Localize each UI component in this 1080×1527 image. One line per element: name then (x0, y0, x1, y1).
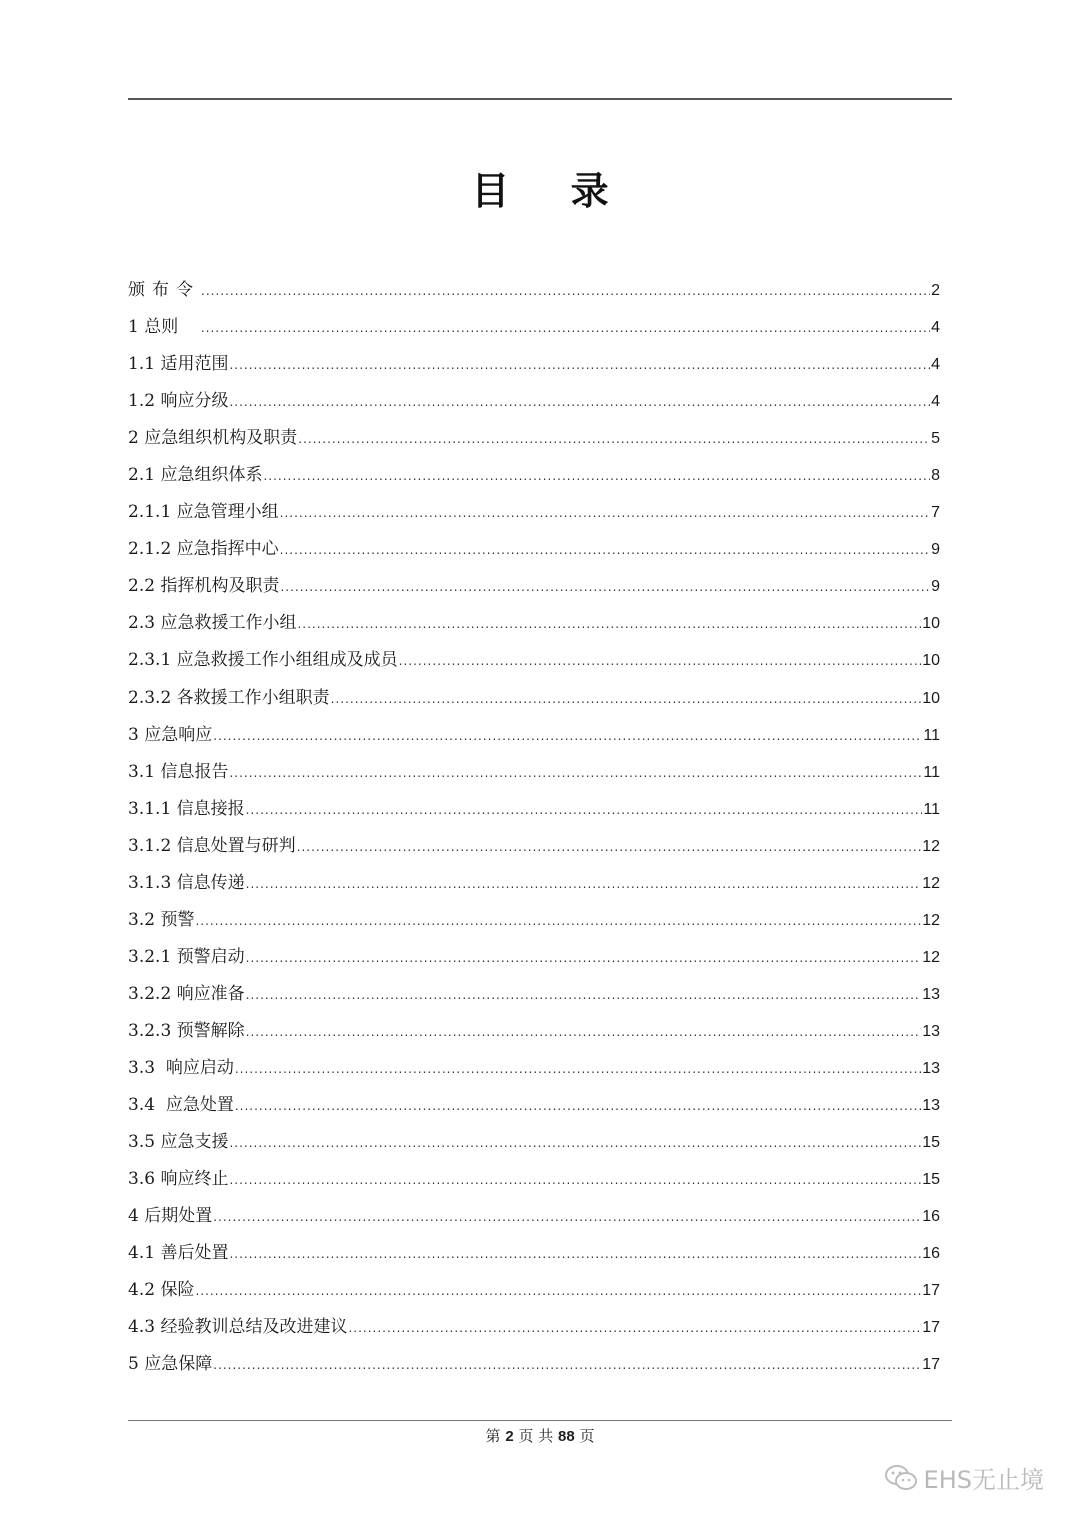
toc-entry-page: 4 (931, 319, 940, 337)
toc-entry-label: 2.3 应急救援工作小组 (128, 613, 297, 634)
toc-leader-dots (229, 1162, 921, 1199)
toc-leader-dots (201, 310, 930, 347)
toc-leader-dots (235, 1088, 921, 1125)
toc-leader-dots (229, 755, 922, 792)
toc-entry[interactable] (128, 383, 940, 420)
toc-entry-label: 4 后期处置 (128, 1206, 213, 1227)
toc-entry-label: 3.4 应急处置 (128, 1095, 234, 1116)
toc-entry[interactable] (128, 457, 940, 494)
toc-entry[interactable] (128, 642, 940, 679)
header-rule (128, 98, 952, 100)
toc-entry[interactable] (128, 494, 940, 531)
toc-leader-dots (297, 829, 922, 866)
footer-middle: 页 共 (513, 1427, 558, 1445)
toc-leader-dots (348, 1310, 921, 1347)
toc-entry-label: 2.3.2 各救援工作小组职责 (128, 687, 330, 708)
toc-entry-label: 1.1 适用范围 (128, 354, 229, 375)
toc-entry-label: 4.3 经验教训总结及改进建议 (128, 1317, 348, 1338)
toc-leader-dots (280, 495, 930, 532)
toc-entry-page: 15 (922, 1134, 940, 1152)
toc-entry[interactable] (128, 1309, 940, 1346)
toc-entry-label: 3.2.3 预警解除 (128, 1020, 245, 1041)
toc-entry-label: 3.1.3 信息传递 (128, 872, 245, 893)
toc-leader-dots (235, 1051, 921, 1088)
toc-entry-page: 11 (923, 763, 940, 781)
toc-entry-page: 17 (922, 1319, 940, 1337)
toc-entry[interactable] (128, 272, 940, 309)
toc-entry-label: 3.1.1 信息接报 (128, 798, 245, 819)
toc-leader-dots (213, 1347, 921, 1384)
toc-leader-dots (195, 1273, 921, 1310)
toc-leader-dots (229, 1236, 921, 1273)
toc-entry-label: 2 应急组织机构及职责 (128, 428, 298, 449)
toc-entry-label: 3.2 预警 (128, 909, 195, 930)
footer-current-page: 2 (505, 1428, 514, 1445)
toc-leader-dots (280, 569, 930, 606)
toc-entry[interactable] (128, 1124, 940, 1161)
toc-entry-page: 2 (931, 282, 940, 299)
toc-entry-page: 5 (931, 430, 940, 448)
toc-entry-label: 3.5 应急支援 (128, 1132, 229, 1153)
toc-entry-label: 4.1 善后处置 (128, 1243, 229, 1264)
toc-entry[interactable] (128, 309, 940, 346)
toc-leader-dots (229, 347, 930, 384)
toc-entry-label: 2.1 应急组织体系 (128, 465, 263, 486)
toc-entry-page: 10 (922, 652, 940, 670)
toc-entry[interactable] (128, 902, 940, 939)
watermark-text: EHS无止境 (923, 1466, 1044, 1494)
toc-entry[interactable] (128, 865, 940, 902)
footer-rule (128, 1420, 952, 1421)
watermark (884, 1460, 1044, 1495)
toc-entry[interactable] (128, 939, 940, 976)
toc-entry-page: 16 (922, 1208, 940, 1226)
toc-entry-label: 5 应急保障 (128, 1354, 213, 1375)
page-title: 目 录 (471, 168, 633, 213)
toc-entry-page: 9 (931, 541, 940, 559)
toc-entry[interactable] (128, 605, 940, 642)
toc-leader-dots (246, 792, 923, 829)
toc-entry-page: 12 (922, 837, 940, 855)
toc-entry-page: 10 (922, 615, 940, 633)
toc-entry[interactable] (128, 1050, 940, 1087)
table-of-contents (128, 272, 940, 1383)
wechat-icon (884, 1464, 918, 1492)
toc-entry-page: 13 (922, 1059, 940, 1077)
toc-leader-dots (246, 1014, 922, 1051)
toc-leader-dots (263, 458, 930, 495)
toc-entry[interactable] (128, 828, 940, 865)
toc-leader-dots (297, 606, 921, 643)
toc-entry-label: 2.1.2 应急指挥中心 (128, 539, 279, 560)
toc-entry-label: 3.6 响应终止 (128, 1169, 229, 1190)
toc-entry[interactable] (128, 680, 940, 717)
toc-entry-page: 13 (922, 985, 940, 1003)
toc-entry[interactable] (128, 568, 940, 605)
toc-entry-page: 11 (923, 726, 940, 744)
toc-entry[interactable] (128, 976, 940, 1013)
toc-entry-label: 3.2.2 响应准备 (128, 983, 245, 1004)
toc-entry[interactable] (128, 531, 940, 568)
toc-entry-label: 4.2 保险 (128, 1280, 195, 1301)
toc-entry-label: 3.3 响应启动 (128, 1057, 234, 1078)
toc-entry[interactable] (128, 1272, 940, 1309)
toc-leader-dots (195, 903, 921, 940)
toc-entry[interactable] (128, 1087, 940, 1124)
toc-leader-dots (201, 273, 930, 310)
toc-leader-dots (331, 681, 922, 718)
toc-entry-page: 4 (931, 356, 940, 374)
toc-entry-page: 12 (922, 874, 940, 892)
toc-entry-label: 3.1.2 信息处置与研判 (128, 835, 296, 856)
toc-entry-page: 13 (922, 1022, 940, 1040)
toc-entry-label: 2.3.1 应急救援工作小组组成及成员 (128, 650, 398, 671)
toc-entry-page: 12 (922, 911, 940, 929)
toc-entry[interactable] (128, 754, 940, 791)
footer-total-pages: 88 (557, 1428, 575, 1445)
toc-entry-page: 15 (922, 1171, 940, 1189)
toc-entry-label: 颁布令 (128, 280, 200, 300)
page-footer (0, 1425, 1080, 1446)
toc-entry[interactable] (128, 1013, 940, 1050)
toc-leader-dots (246, 940, 922, 977)
toc-entry-label: 2.1.1 应急管理小组 (128, 502, 279, 523)
toc-entry-page: 16 (922, 1245, 940, 1263)
toc-entry-page: 4 (931, 393, 940, 411)
toc-entry[interactable] (128, 1346, 940, 1383)
toc-entry-page: 17 (922, 1356, 940, 1374)
toc-leader-dots (229, 1125, 921, 1162)
toc-entry-label: 2.2 指挥机构及职责 (128, 576, 280, 597)
toc-leader-dots (246, 866, 922, 903)
toc-leader-dots (213, 1199, 921, 1236)
toc-entry[interactable] (128, 1235, 940, 1272)
toc-entry-page: 8 (931, 467, 940, 485)
toc-leader-dots (229, 384, 930, 421)
toc-entry-label: 3.1 信息报告 (128, 761, 229, 782)
toc-leader-dots (298, 421, 930, 458)
toc-leader-dots (246, 977, 922, 1014)
toc-entry-label: 1.2 响应分级 (128, 391, 229, 412)
toc-entry[interactable] (128, 791, 940, 828)
toc-entry-page: 7 (931, 504, 940, 522)
toc-entry[interactable] (128, 346, 940, 383)
toc-leader-dots (280, 532, 930, 569)
toc-entry-label: 1 总则 (128, 317, 200, 338)
toc-entry[interactable] (128, 420, 940, 457)
toc-entry[interactable] (128, 717, 940, 754)
toc-entry-page: 13 (922, 1097, 940, 1115)
toc-entry-page: 17 (922, 1282, 940, 1300)
toc-entry-page: 11 (923, 800, 940, 818)
toc-leader-dots (213, 718, 922, 755)
toc-entry-page: 9 (931, 578, 940, 596)
toc-entry[interactable] (128, 1161, 940, 1198)
toc-entry-page: 10 (922, 689, 940, 707)
footer-suffix: 页 (574, 1427, 595, 1445)
toc-entry-page: 12 (922, 948, 940, 966)
toc-entry-label: 3 应急响应 (128, 724, 213, 745)
toc-entry-label: 3.2.1 预警启动 (128, 946, 245, 967)
footer-prefix: 第 (485, 1427, 506, 1445)
toc-entry[interactable] (128, 1198, 940, 1235)
toc-leader-dots (399, 643, 922, 680)
